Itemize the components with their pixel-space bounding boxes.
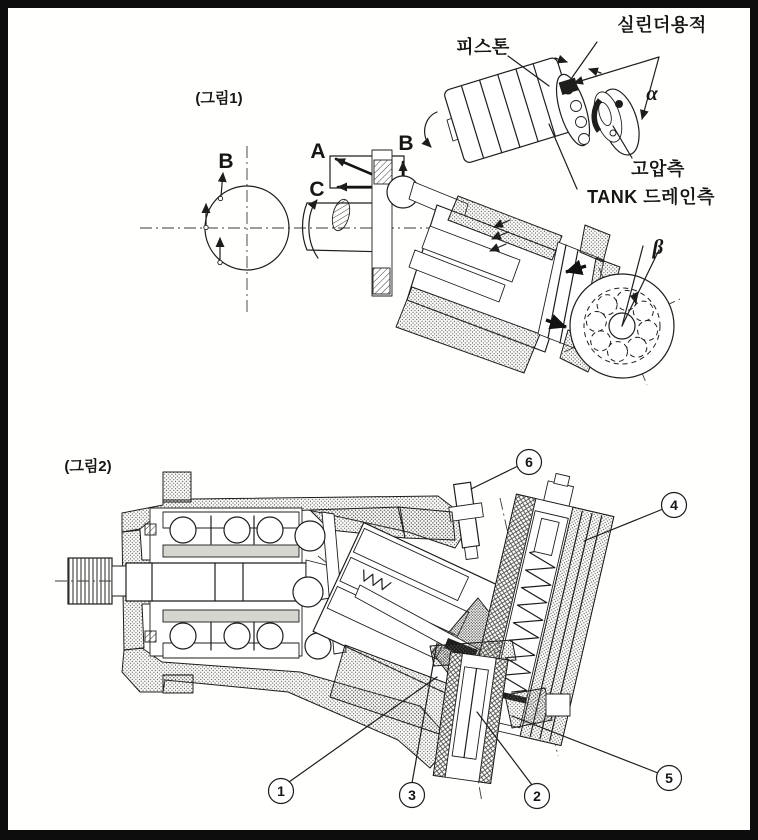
vector-c-label: C	[309, 178, 325, 201]
splined-shaft-end	[68, 558, 112, 604]
beta-angle-label: β	[652, 235, 664, 259]
tank-drain-side-label: TANK 드레인측	[587, 187, 715, 207]
callout-6	[517, 450, 542, 475]
callout-number: 4	[670, 497, 678, 513]
tangent-direction-label: B	[218, 150, 234, 173]
callout-number: 3	[408, 787, 416, 803]
piston-label: 피스톤	[456, 37, 510, 57]
vector-a-label: A	[310, 140, 326, 163]
callout-2	[525, 784, 550, 809]
figure2-caption: (그림2)	[64, 458, 112, 475]
callout-number: 6	[525, 454, 533, 470]
alpha-angle-label: α	[646, 81, 658, 105]
vector-b-label: B	[398, 132, 414, 155]
figure1-caption: (그림1)	[195, 90, 243, 107]
callout-number: 1	[277, 783, 285, 799]
high-pressure-side-label: 고압측	[631, 159, 685, 179]
callout-number: 5	[665, 770, 673, 786]
callout-3	[400, 783, 425, 808]
callout-5	[657, 766, 682, 791]
cylinder-volume-label: 실린더용적	[617, 15, 707, 35]
callout-number: 2	[533, 788, 541, 804]
drive-shaft	[68, 558, 330, 604]
callout-4	[662, 493, 687, 518]
callout-1	[269, 779, 294, 804]
